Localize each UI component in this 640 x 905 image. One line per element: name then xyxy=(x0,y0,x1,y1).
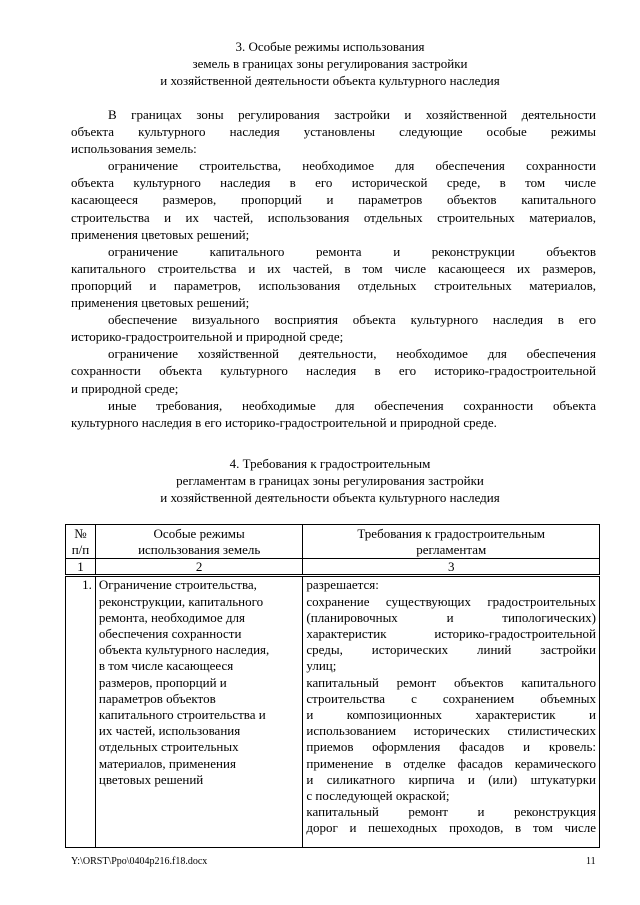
paragraph xyxy=(71,157,596,242)
cell-text-line: (планировочных и типологических) xyxy=(306,609,596,625)
text-line: касающееся размеров, пропорций и параметров объектов капитального xyxy=(71,192,596,208)
header-text: использования земель xyxy=(138,542,261,558)
text-line: обеспечение визуального восприятия объекта культурного наследия в его xyxy=(108,312,596,328)
cell-text-line: в том числе касающееся xyxy=(98,658,234,674)
header-text: регламентам xyxy=(416,542,487,558)
paragraph xyxy=(71,243,596,311)
text-line: и природной среде; xyxy=(71,380,179,396)
cell-text-line: Ограничение строительства, xyxy=(98,577,257,593)
text-line: объекта культурного наследия установлены следующие особые режимы xyxy=(71,124,596,140)
section-4-title-line: 4. Требования к градостроительным xyxy=(229,456,431,471)
column-number: 1 xyxy=(66,559,96,576)
text-line: сохранности объекта культурного наследия в его историко-градостроительной xyxy=(71,363,596,379)
cell-text-line: отдельных строительных xyxy=(98,739,239,755)
cell-text-line: объекта культурного наследия, xyxy=(98,642,270,658)
text-line: пропорций и параметров, использования отдельных строительных материалов, xyxy=(71,277,596,293)
cell-text-line: использованием исторических стилистических xyxy=(306,723,596,739)
cell-text-line: обеспечения сохранности xyxy=(98,626,242,642)
cell-text-line: ремонта, необходимое для xyxy=(98,609,246,625)
header-regimes xyxy=(95,525,303,559)
text-line: иные требования, необходимые для обеспечения сохранности объекта xyxy=(108,397,596,413)
text-line: ограничение капитального ремонта и реконструкции объектов xyxy=(108,243,596,259)
cell-text-line: строительства с сохранением объемных xyxy=(306,690,596,706)
paragraph xyxy=(71,345,596,396)
section-3-title-line: 3. Особые режимы использования xyxy=(235,39,425,54)
cell-text-line: материалов, применения xyxy=(98,755,236,771)
cell-text-line: приемов оформления фасадов и кровель: xyxy=(306,739,596,755)
text-line: капитального строительства и их частей, в том числе касающееся их размеров, xyxy=(71,260,596,276)
section-3-title xyxy=(60,38,600,89)
text-line: строительства и их частей, использования отдельных строительных материалов, xyxy=(71,209,596,225)
cell-text-line: параметров объектов xyxy=(98,690,216,706)
paragraph xyxy=(71,106,596,157)
text-line: применения цветовых решений; xyxy=(71,295,250,311)
text-line: использования земель: xyxy=(71,141,197,157)
paragraph xyxy=(71,311,596,345)
text-line: ограничение хозяйственной деятельности, необходимое для обеспечения xyxy=(108,346,596,362)
footer-file-path: Y:\ORST\Ppo\0404p216.f18.docx xyxy=(71,856,208,867)
cell-text-line: капитальный ремонт и реконструкция xyxy=(306,804,596,820)
text-line: объекта культурного наследия в его исторической среде, в том числе xyxy=(71,175,596,191)
header-requirements xyxy=(303,525,600,559)
header-number xyxy=(66,525,96,559)
header-text: Особые режимы xyxy=(153,526,245,541)
text-line: культурного наследия в его историко-градостроительной и природной среде. xyxy=(71,414,497,430)
header-text: № xyxy=(74,526,87,541)
text-line: историко-градостроительной и природной среде; xyxy=(71,329,344,345)
cell-text-line: улиц; xyxy=(306,658,337,674)
column-number: 2 xyxy=(95,559,303,576)
text-line: ограничение строительства, необходимое для обеспечения сохранности xyxy=(108,158,596,174)
column-number: 3 xyxy=(303,559,600,576)
header-text: Требования к градостроительным xyxy=(357,526,546,541)
cell-text-line: и силикатного кирпича и (или) штукатурки xyxy=(306,771,596,787)
cell-text-line: среды, исторических линий застройки xyxy=(306,642,596,658)
table-row xyxy=(66,576,600,848)
cell-text-line: дорог и пешеходных проходов, в том числе xyxy=(306,820,596,836)
text-line: применения цветовых решений; xyxy=(71,226,250,242)
cell-text-line: размеров, пропорций и xyxy=(98,674,227,690)
cell-text-line: и композиционных характеристик и xyxy=(306,707,596,723)
cell-text-line: капитального строительства и xyxy=(98,707,266,723)
cell-text-line: цветовых решений xyxy=(98,771,204,787)
section-3-title-line: и хозяйственной деятельности объекта культурного наследия xyxy=(160,73,500,88)
requirements-table xyxy=(65,524,600,848)
column-number-row xyxy=(66,559,600,576)
table-header-row xyxy=(66,525,600,559)
cell-text-line: сохранение существующих градостроительных xyxy=(306,593,596,609)
cell-text-line: их частей, использования xyxy=(98,723,241,739)
cell-text-line: характеристик историко-градостроительной xyxy=(306,626,596,642)
text-line: В границах зоны регулирования застройки и хозяйственной деятельности xyxy=(108,107,596,122)
cell-text-line: реконструкции, капитального xyxy=(98,593,264,609)
header-text: п/п xyxy=(71,542,90,558)
regime-cell xyxy=(95,576,303,848)
section-4-title-line: регламентам в границах зоны регулирования застройки xyxy=(176,473,484,488)
cell-text-line: применение в отделке фасадов керамического xyxy=(306,755,596,771)
section-3-body xyxy=(71,106,596,431)
cell-text-line: с последующей окраской; xyxy=(306,788,450,804)
row-number: 1. xyxy=(66,576,96,848)
requirement-cell xyxy=(303,576,600,848)
footer-page-number: 11 xyxy=(586,856,596,867)
section-4-title-line: и хозяйственной деятельности объекта культурного наследия xyxy=(160,490,500,505)
section-3-title-line: земель в границах зоны регулирования застройки xyxy=(192,56,468,71)
paragraph xyxy=(71,397,596,431)
cell-text-line: разрешается: xyxy=(306,577,379,593)
cell-text-line: капитальный ремонт объектов капитального xyxy=(306,674,596,690)
section-4-title xyxy=(60,455,600,506)
